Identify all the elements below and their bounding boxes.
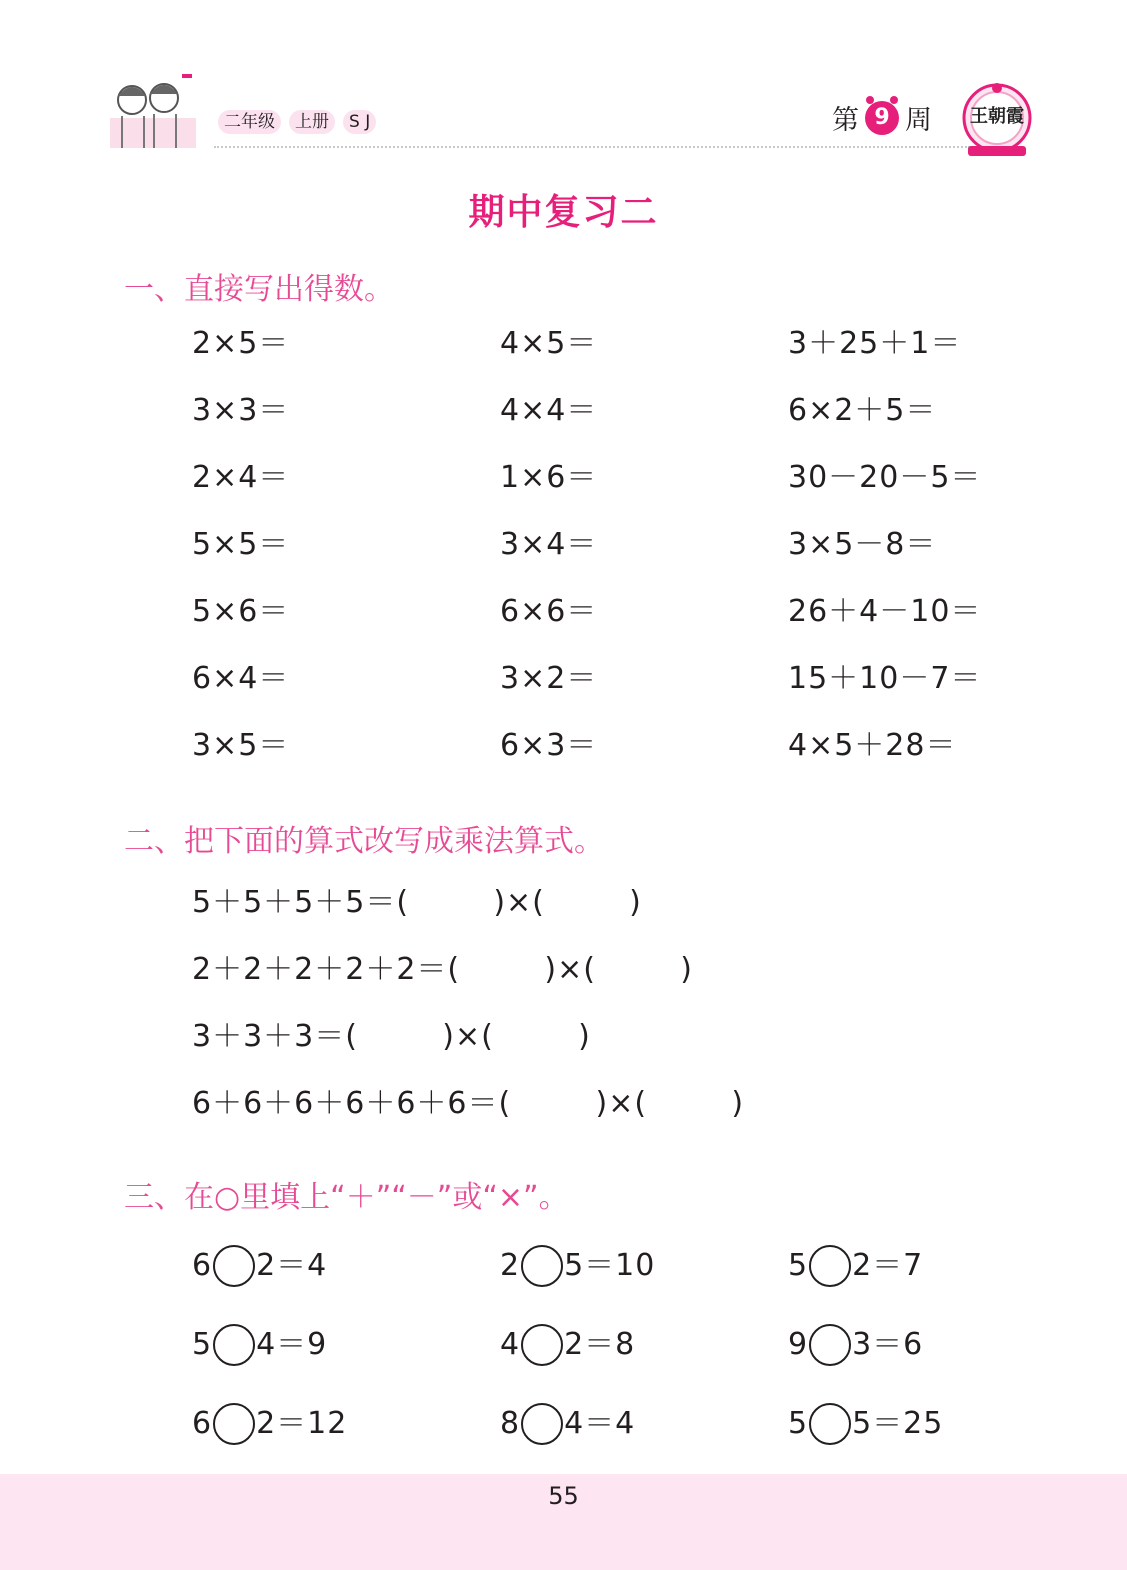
operator-problem — [788, 1401, 943, 1447]
problem: 6×6＝ — [500, 594, 598, 629]
problem: 3×3＝ — [192, 393, 290, 428]
left-operand: 8 — [500, 1406, 521, 1441]
page-number: 55 — [548, 1482, 579, 1510]
problem: 4×4＝ — [500, 393, 598, 428]
grade-tag: 二年级 — [218, 110, 281, 134]
right-expression: 5＝25 — [852, 1406, 944, 1441]
week-suffix: 周 — [905, 105, 932, 136]
exercise-row — [0, 391, 1127, 431]
operator-problem — [192, 1243, 327, 1289]
problem: 3×5＝ — [192, 728, 290, 763]
right-expression: 2＝7 — [852, 1248, 924, 1283]
page-title: 期中复习二 — [468, 192, 659, 233]
left-operand: 2 — [500, 1248, 521, 1283]
operator-problem — [192, 1401, 347, 1447]
exercise-row — [0, 525, 1127, 565]
right-expression: 4＝9 — [256, 1327, 328, 1362]
left-operand: 4 — [500, 1327, 521, 1362]
exercise-row — [0, 592, 1127, 632]
grade-tags — [218, 110, 376, 134]
rewrite-problem: 5＋5＋5＋5＝( )×( ) — [192, 885, 642, 920]
left-operand: 6 — [192, 1406, 213, 1441]
operator-problem — [788, 1243, 923, 1289]
problem: 30－20－5＝ — [788, 460, 982, 495]
author-seal-logo — [960, 80, 1034, 160]
problem: 26＋4－10＝ — [788, 594, 982, 629]
right-expression: 3＝6 — [852, 1327, 924, 1362]
problem: 15＋10－7＝ — [788, 661, 982, 696]
operator-problem — [788, 1322, 923, 1368]
exercise-row — [0, 726, 1127, 766]
problem: 3×4＝ — [500, 527, 598, 562]
right-expression: 5＝10 — [564, 1248, 656, 1283]
problem: 2×5＝ — [192, 326, 290, 361]
operator-problem — [500, 1322, 635, 1368]
section-1-heading: 一、直接写出得数。 — [124, 272, 394, 307]
children-illustration — [104, 70, 204, 158]
rewrite-problem: 6＋6＋6＋6＋6＋6＝( )×( ) — [192, 1086, 745, 1121]
rewrite-problem: 2＋2＋2＋2＋2＝( )×( ) — [192, 952, 693, 987]
section-3-heading: 三、在○里填上“＋”“－”或“×”。 — [124, 1180, 569, 1215]
operator-blank-circle[interactable] — [809, 1245, 851, 1287]
problem: 3×2＝ — [500, 661, 598, 696]
operator-blank-circle[interactable] — [213, 1403, 255, 1445]
exercise-row — [0, 324, 1127, 364]
right-expression: 2＝8 — [564, 1327, 636, 1362]
left-operand: 6 — [192, 1248, 213, 1283]
header-divider — [214, 146, 970, 148]
problem: 6×4＝ — [192, 661, 290, 696]
week-indicator — [832, 98, 932, 137]
left-operand: 5 — [788, 1248, 809, 1283]
left-operand: 9 — [788, 1327, 809, 1362]
right-expression: 4＝4 — [564, 1406, 636, 1441]
exercise-row — [0, 659, 1127, 699]
operator-problem — [500, 1401, 635, 1447]
operator-blank-circle[interactable] — [809, 1403, 851, 1445]
exercise-row — [0, 458, 1127, 498]
problem: 3×5－8＝ — [788, 527, 937, 562]
seal-text: 王朝霞 — [970, 106, 1024, 127]
operator-blank-circle[interactable] — [213, 1324, 255, 1366]
problem: 5×5＝ — [192, 527, 290, 562]
week-prefix: 第 — [832, 105, 859, 136]
rewrite-problem: 3＋3＋3＝( )×( ) — [192, 1019, 591, 1054]
operator-blank-circle[interactable] — [521, 1245, 563, 1287]
edition-tag: S J — [343, 110, 376, 134]
problem: 5×6＝ — [192, 594, 290, 629]
section-2-heading: 二、把下面的算式改写成乘法算式。 — [124, 824, 604, 859]
problem: 4×5＝ — [500, 326, 598, 361]
right-expression: 2＝4 — [256, 1248, 328, 1283]
operator-blank-circle[interactable] — [213, 1245, 255, 1287]
volume-tag: 上册 — [289, 110, 335, 134]
problem: 6×2＋5＝ — [788, 393, 937, 428]
problem: 1×6＝ — [500, 460, 598, 495]
problem: 4×5＋28＝ — [788, 728, 957, 763]
operator-blank-circle[interactable] — [521, 1403, 563, 1445]
operator-blank-circle[interactable] — [521, 1324, 563, 1366]
operator-problem — [500, 1243, 655, 1289]
operator-problem — [192, 1322, 327, 1368]
problem: 3＋25＋1＝ — [788, 326, 962, 361]
left-operand: 5 — [192, 1327, 213, 1362]
week-number: 9 — [865, 101, 899, 135]
right-expression: 2＝12 — [256, 1406, 348, 1441]
operator-blank-circle[interactable] — [809, 1324, 851, 1366]
left-operand: 5 — [788, 1406, 809, 1441]
problem: 2×4＝ — [192, 460, 290, 495]
problem: 6×3＝ — [500, 728, 598, 763]
